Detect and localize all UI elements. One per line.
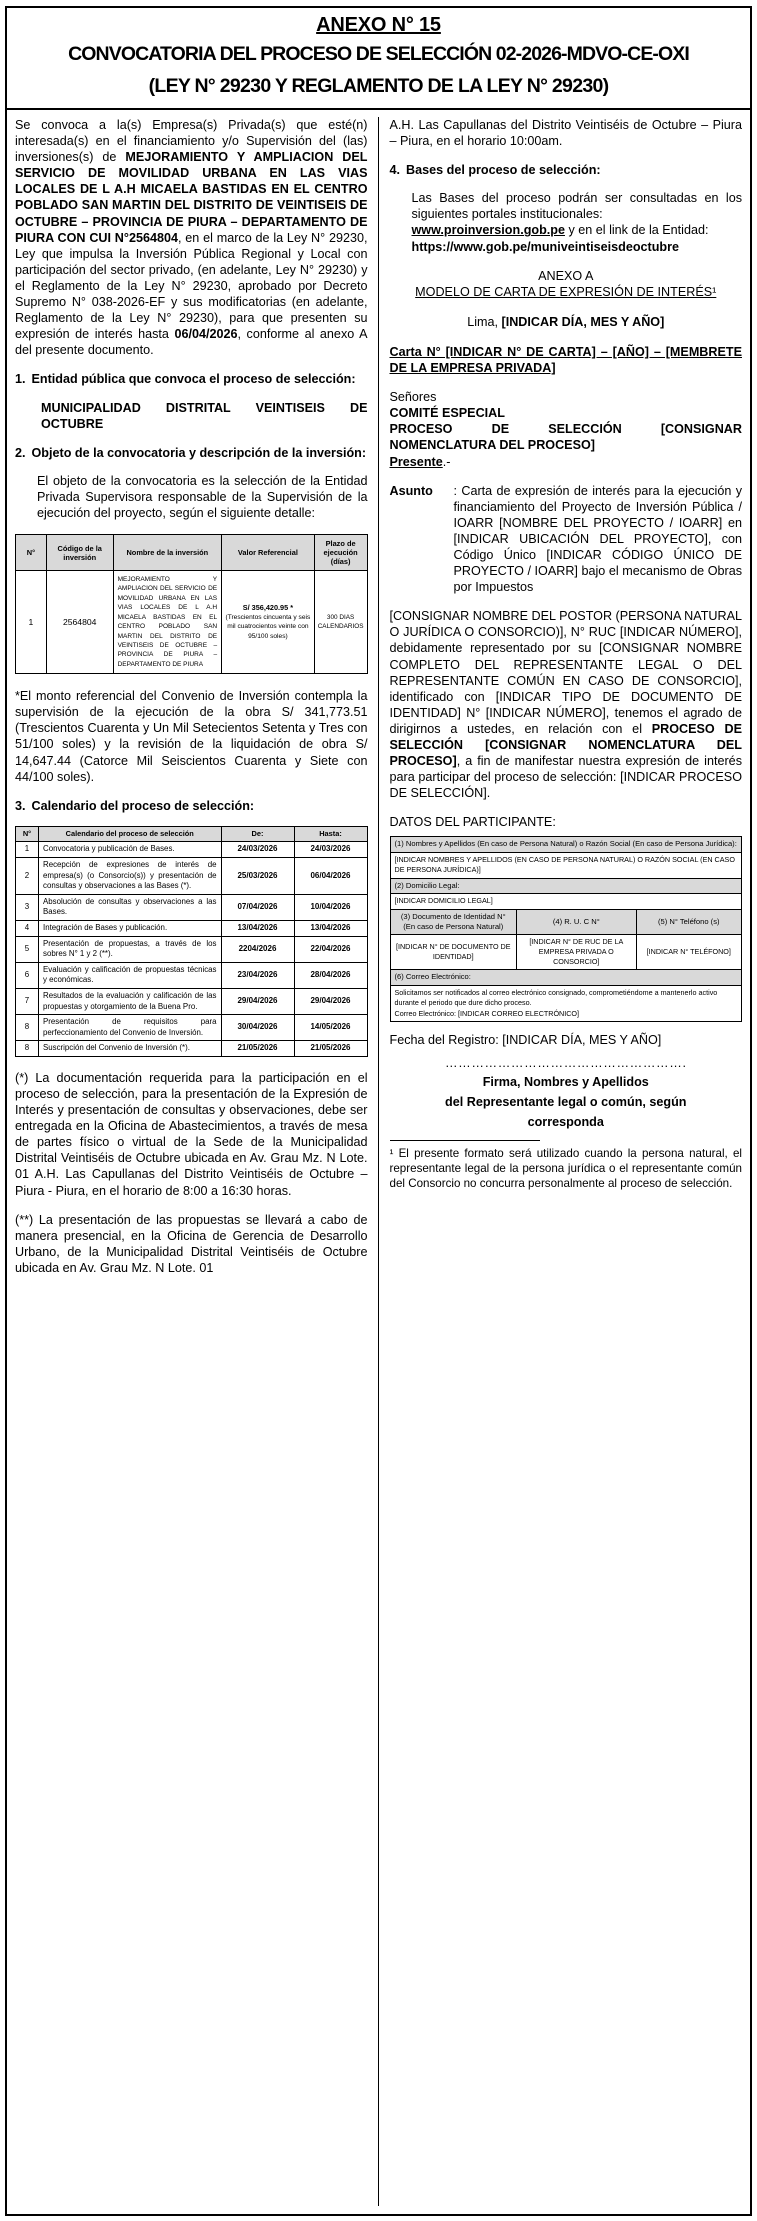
cal-de: 30/04/2026 [221,1015,294,1041]
section-1-number: 1. [15,372,26,387]
table-row [16,571,368,674]
form-label-ruc: (4) R. U. C N° [517,909,637,935]
entity-name: MUNICIPALIDAD DISTRITAL VEINTISEIS DE OCTUBRE [41,400,368,431]
th-numero: N° [16,535,47,571]
cal-de: 23/04/2026 [221,962,294,988]
asunto-block [390,483,743,596]
td-plazo: 300 DIAS CALENDARIOS [314,571,367,674]
cal-n: 8 [16,1015,39,1041]
document-frame [5,6,752,2216]
cal-n: 5 [16,936,39,962]
cal-de: 13/04/2026 [221,920,294,936]
portals-text: y en el link de la Entidad: [564,223,709,238]
form-value-telefono[interactable]: [INDICAR N° TELÉFONO] [636,935,741,970]
document-header [15,14,742,108]
signature-label-2: del Representante legal o común, según [445,1095,687,1110]
investment-table-header-row [16,535,368,571]
investment-table [15,534,368,674]
form-value-nombres[interactable]: [INDICAR NOMBRES Y APELLIDOS (EN CASO DE PERSONA NATURAL) O RAZÓN SOCIAL (EN CASO DE PERSONA JURÍDICA)] [390,852,742,878]
intro-text-c: , conforme al anexo A del presente documento. [15,327,368,358]
cal-n: 1 [16,842,39,858]
cal-de: 21/05/2026 [221,1041,294,1057]
anexo-a-subtitle: MODELO DE CARTA DE EXPRESIÓN DE INTERÉS¹ [415,284,717,299]
intro-text-a: Se convoca a la(s) Empresa(s) Privada(s) que esté(n) interesada(s) en el financiamiento y/o Supervisión del (las) inversiones(s) de [15,118,368,165]
footnote-divider [390,1140,540,1141]
table-row [16,1015,368,1041]
calendar-header-row [16,826,368,842]
cal-desc: Convocatoria y publicación de Bases. [39,842,222,858]
table-row [390,852,742,878]
section-1-title: Entidad pública que convoca el proceso de selección: [31,372,356,387]
cal-th-numero: N° [16,826,39,842]
form-value-correo[interactable]: Correo Electrónico: [INDICAR CORREO ELECTRÓNICO] [394,1008,580,1018]
body-text-a: [CONSIGNAR NOMBRE DEL POSTOR (PERSONA NATURAL O JURÍDICA O CONSORCIO)], N° RUC [INDICAR NÚMERO], debidamente representado por su [CONSIGNAR NOMBRE COMPLETO DEL REPRESENTANTE LEGAL O DEL REPRESENTANTE COMÚN EN CASO DE CONSORCIO], identificado con [INDICAR TIPO DE DOCUMENTO DE IDENTIDAD] N° [INDICAR NÚMERO], tenemos el agrado de dirigirnos a ustedes, en relación con el [389,609,742,736]
two-column-body [15,117,742,2206]
td-numero: 1 [16,571,47,674]
table-row [16,962,368,988]
section-3-number: 3. [15,798,26,813]
presente-dash: .- [442,454,451,469]
senores-label: Señores [389,390,437,405]
form-label-domicilio: (2) Domicilio Legal: [390,878,742,893]
form-value-domicilio[interactable]: [INDICAR DOMICILIO LEGAL] [390,894,742,909]
form-label-telefono: (5) N° Teléfono (s) [636,909,741,935]
intro-paragraph [15,117,368,358]
section-2-heading [15,445,368,461]
th-plazo: Plazo de ejecución (días) [314,535,367,571]
section-4-body: Las Bases del proceso podrán ser consultadas en los siguientes portales institucionales: [411,191,742,222]
body-proceso-bold: PROCESO DE SELECCIÓN [CONSIGNAR NOMENCLATURA DEL PROCESO] [389,721,742,769]
section-2-body: El objeto de la convocatoria es la selección de la Entidad Privada Supervisora responsable de la Supervisión de la ejecución del proyecto, según el siguiente detalle: [37,473,368,520]
signature-label-3: corresponda [527,1115,604,1130]
table-row [16,1041,368,1057]
table-row [16,857,368,894]
carta-number-line: Carta N° [INDICAR N° DE CARTA] – [AÑO] – [MEMBRETE DE LA EMPRESA PRIVADA] [389,344,742,376]
section-2-number: 2. [15,445,26,460]
ley-subtitle: (LEY N° 29230 Y REGLAMENTO DE LA LEY N° 29230) [148,75,609,97]
form-label-documento: (3) Documento de Identidad N° (En caso de Persona Natural) [390,909,517,935]
cal-desc: Absolución de consultas y observaciones a las Bases. [39,894,222,920]
presente-label: Presente [389,454,443,469]
cal-hasta: 13/04/2026 [294,920,367,936]
footnote-text: ¹ El presente formato será utilizado cuando la persona natural, el representante legal de la persona jurídica o el representante común del Consorcio no concurra personalmente al proceso de selección. [389,1147,742,1191]
table-row [390,970,742,985]
section-4-heading [390,162,743,178]
cal-de: 07/04/2026 [221,894,294,920]
th-nombre: Nombre de la inversión [113,535,222,571]
cal-hasta: 28/04/2026 [294,962,367,988]
header-divider [7,108,750,110]
cal-desc: Presentación de propuestas, a través de los sobres N° 1 y 2 (**). [39,936,222,962]
lima-date-line [390,314,743,330]
cal-hasta: 06/04/2026 [294,857,367,894]
cal-n: 7 [16,988,39,1014]
td-nombre: MEJORAMIENTO Y AMPLIACION DEL SERVICIO DE MOVILIDAD URBANA EN LAS VIAS LOCALES DE L A.H MICAELA BASTIDAS EN EL CENTRO POBLADO SAN MARTIN DEL DISTRITO DE VEINTISEIS DE OCTUBRE – PROVINCIA DE PIURA – DEPARTAMENTO DE PIURA [113,571,222,674]
section-1-heading [15,371,368,387]
form-correo-block [390,985,742,1021]
cal-th-de: De: [221,826,294,842]
td-valor [222,571,315,674]
table-row [390,837,742,852]
cal-n: 2 [16,857,39,894]
signature-dotted-line: ………………………………………………. [444,1056,687,1071]
fecha-registro-line: Fecha del Registro: [INDICAR DÍA, MES Y AÑO] [389,1032,662,1047]
intro-project-name: MEJORAMIENTO Y AMPLIACION DEL SERVICIO DE MOVILIDAD URBANA EN LAS VIAS LOCALES DE L A.H MICAELA BASTIDAS EN EL CENTRO POBLADO SAN MARTIN DEL DISTRITO DE VEINTISEIS DE OCTUBRE – PROVINCIA DE PIURA – DEPARTAMENTO DE PIURA CON CUI N°2564804 [15,150,368,245]
table-row [16,920,368,936]
datos-participante-title: DATOS DEL PARTICIPANTE: [389,815,556,830]
right-column [379,117,743,2206]
table-row [16,842,368,858]
cal-hasta: 22/04/2026 [294,936,367,962]
section-3-title: Calendario del proceso de selección: [31,798,255,813]
left-column [15,117,379,2206]
comite-especial-label: COMITÉ ESPECIAL [389,406,505,421]
th-valor: Valor Referencial [222,535,315,571]
cal-n: 4 [16,920,39,936]
cal-n: 3 [16,894,39,920]
footnote-asterisk-1: (*) La documentación requerida para la participación en el proceso de selección, para la presentación de la Expresión de Interés y presentación de consultas y observaciones, debe ser entregada en la Oficina de Abastecimientos, a través de mesa de partes físico o virtual de la Sede de la Municipalidad Distrital Veintiséis de Octubre ubicada en Av. Grau Mz. N Lote. 01 A.H. Las Capullanas del Distrito Veintiséis de Octubre – Piura - Piura, en el horario de 8:00 a 16:30 horas. [15,1070,368,1198]
th-codigo: Código de la inversión [46,535,113,571]
section-4-number: 4. [389,163,401,178]
asunto-body: : Carta de expresión de interés para la ejecución y financiamiento del Proyecto de Inversión Pública / IOARR [NOMBRE DEL PROYECTO / IOARR] en [INDICAR UBICACIÓN DEL PROYECTO], con Código Único [INDICAR CÓDIGO ÚNICO DE PROYECTO / IOARR] bajo el mecanismo de Obras por Impuestos [453,483,742,595]
form-value-ruc[interactable]: [INDICAR N° DE RUC DE LA EMPRESA PRIVADA O CONSORCIO] [517,935,637,970]
anexo-a-title: ANEXO A [538,268,594,283]
cal-th-hasta: Hasta: [294,826,367,842]
cal-hasta: 24/03/2026 [294,842,367,858]
table-row [390,935,742,970]
calendar-table [15,826,368,1057]
cal-n: 8 [16,1041,39,1057]
section-4-title: Bases del proceso de selección: [406,163,601,178]
proceso-seleccion-label: PROCESO DE SELECCIÓN [CONSIGNAR NOMENCLATURA DEL PROCESO] [389,422,742,453]
convocatoria-title: CONVOCATORIA DEL PROCESO DE SELECCIÓN 02-2026-MDVO-CE-OXI [68,43,689,65]
td-codigo: 2564804 [46,571,113,674]
td-valor-letras: (Trescientos cincuenta y seis mil cuatrocientos veinte con 95/100 soles) [225,613,311,640]
cal-hasta: 10/04/2026 [294,894,367,920]
form-label-correo: (6) Correo Electrónico: [390,970,742,985]
table-row [390,909,742,935]
cal-de: 29/04/2026 [221,988,294,1014]
cal-n: 6 [16,962,39,988]
table-row [390,894,742,909]
table-row [16,894,368,920]
cal-de: 24/03/2026 [221,842,294,858]
cal-de: 2204/2026 [221,936,294,962]
table-row [16,936,368,962]
cal-hasta: 21/05/2026 [294,1041,367,1057]
portals-paragraph [412,222,743,254]
lima-placeholder: [INDICAR DÍA, MES Y AÑO] [501,314,665,329]
body-text-b: , a fin de manifestar nuestra expresión de interés para participar del proceso de selección: [INDICAR PROCESO DE SELECCIÓN]. [389,754,742,801]
referencial-note: *El monto referencial del Convenio de Inversión contempla la supervisión de la ejecución de la obra S/ 341,773.51 (Trescientos Cuarenta y Un Mil Setecientos Setenta y Tres con 51/100 soles) y la revisión de la liquidación de obra S/ 14,647.44 (Catorce Mil Seiscientos Cuarenta y Siete con 44/100 soles). [15,689,368,784]
intro-deadline-date: 06/04/2026 [174,327,238,342]
table-row [390,985,742,1021]
table-row [16,988,368,1014]
participant-form-table [390,836,743,1021]
form-correo-note: Solicitamos ser notificados al correo electrónico consignado, comprometiéndome a mantenerlo activo durante el periodo que dure dicho proceso. [394,987,718,1008]
form-value-documento[interactable]: [INDICAR N° DE DOCUMENTO DE IDENTIDAD] [390,935,517,970]
intro-text-b: , en el marco de la Ley N° 29230, Ley que impulsa la Inversión Pública Regional y Local con participación del sector privado, (en adelante, Ley N° 29230) y el Reglamento de la Ley N° 29230, aprobado por Decreto Supremo N° 038-2026-EF y sus modificatorias (en adelante, Reglamento de la Ley N° 29230), para que presenten su expresión de interés hasta [15,230,368,342]
cal-de: 25/03/2026 [221,857,294,894]
cal-desc: Suscripción del Convenio de Inversión (*). [39,1041,222,1057]
section-2-title: Objeto de la convocatoria y descripción de la inversión: [31,445,367,460]
cal-desc: Integración de Bases y publicación. [39,920,222,936]
anexo-title: ANEXO N° 15 [316,14,441,36]
cal-hasta: 29/04/2026 [294,988,367,1014]
presente-line [390,454,743,470]
cal-desc: Evaluación y calificación de propuestas técnicas y económicas. [39,962,222,988]
section-3-heading [15,798,368,814]
body-paragraph [390,608,743,801]
cal-desc: Recepción de expresiones de interés de empresa(s) (o Consorcio(s)) y presentación de consultas y observaciones a las Bases (*). [39,857,222,894]
cal-desc: Resultados de la evaluación y calificación de las propuestas y otorgamiento de la Buena Pro. [39,988,222,1014]
cal-desc: Presentación de requisitos para perfeccionamiento del Convenio de Inversión. [39,1015,222,1041]
cal-hasta: 14/05/2026 [294,1015,367,1041]
signature-label-1: Firma, Nombres y Apellidos [482,1075,649,1090]
continuation-paragraph: A.H. Las Capullanas del Distrito Veintiséis de Octubre – Piura – Piura, en el horario 10:00am. [389,118,742,149]
lima-prefix: Lima, [467,314,502,329]
td-valor-monto: S/ 356,420.95 * [242,602,294,612]
table-row [390,878,742,893]
asunto-label: Asunto [389,483,433,498]
form-label-nombres: (1) Nombres y Apellidos (En caso de Persona Natural) o Razón Social (En caso de Persona Jurídica): [390,837,742,852]
cal-th-desc: Calendario del proceso de selección [39,826,222,842]
proinversion-link[interactable]: www.proinversion.gob.pe [411,223,565,238]
footnote-asterisk-2: (**) La presentación de las propuestas se llevará a cabo de manera presencial, en la Oficina de Gerencia de Desarrollo Urbano, de la Municipalidad Distrital Veintiséis de Octubre ubicada en Av. Grau Mz. N Lote. 01 [15,1212,368,1275]
entity-link[interactable]: https://www.gob.pe/muniveintiseisdeoctubre [411,239,680,254]
